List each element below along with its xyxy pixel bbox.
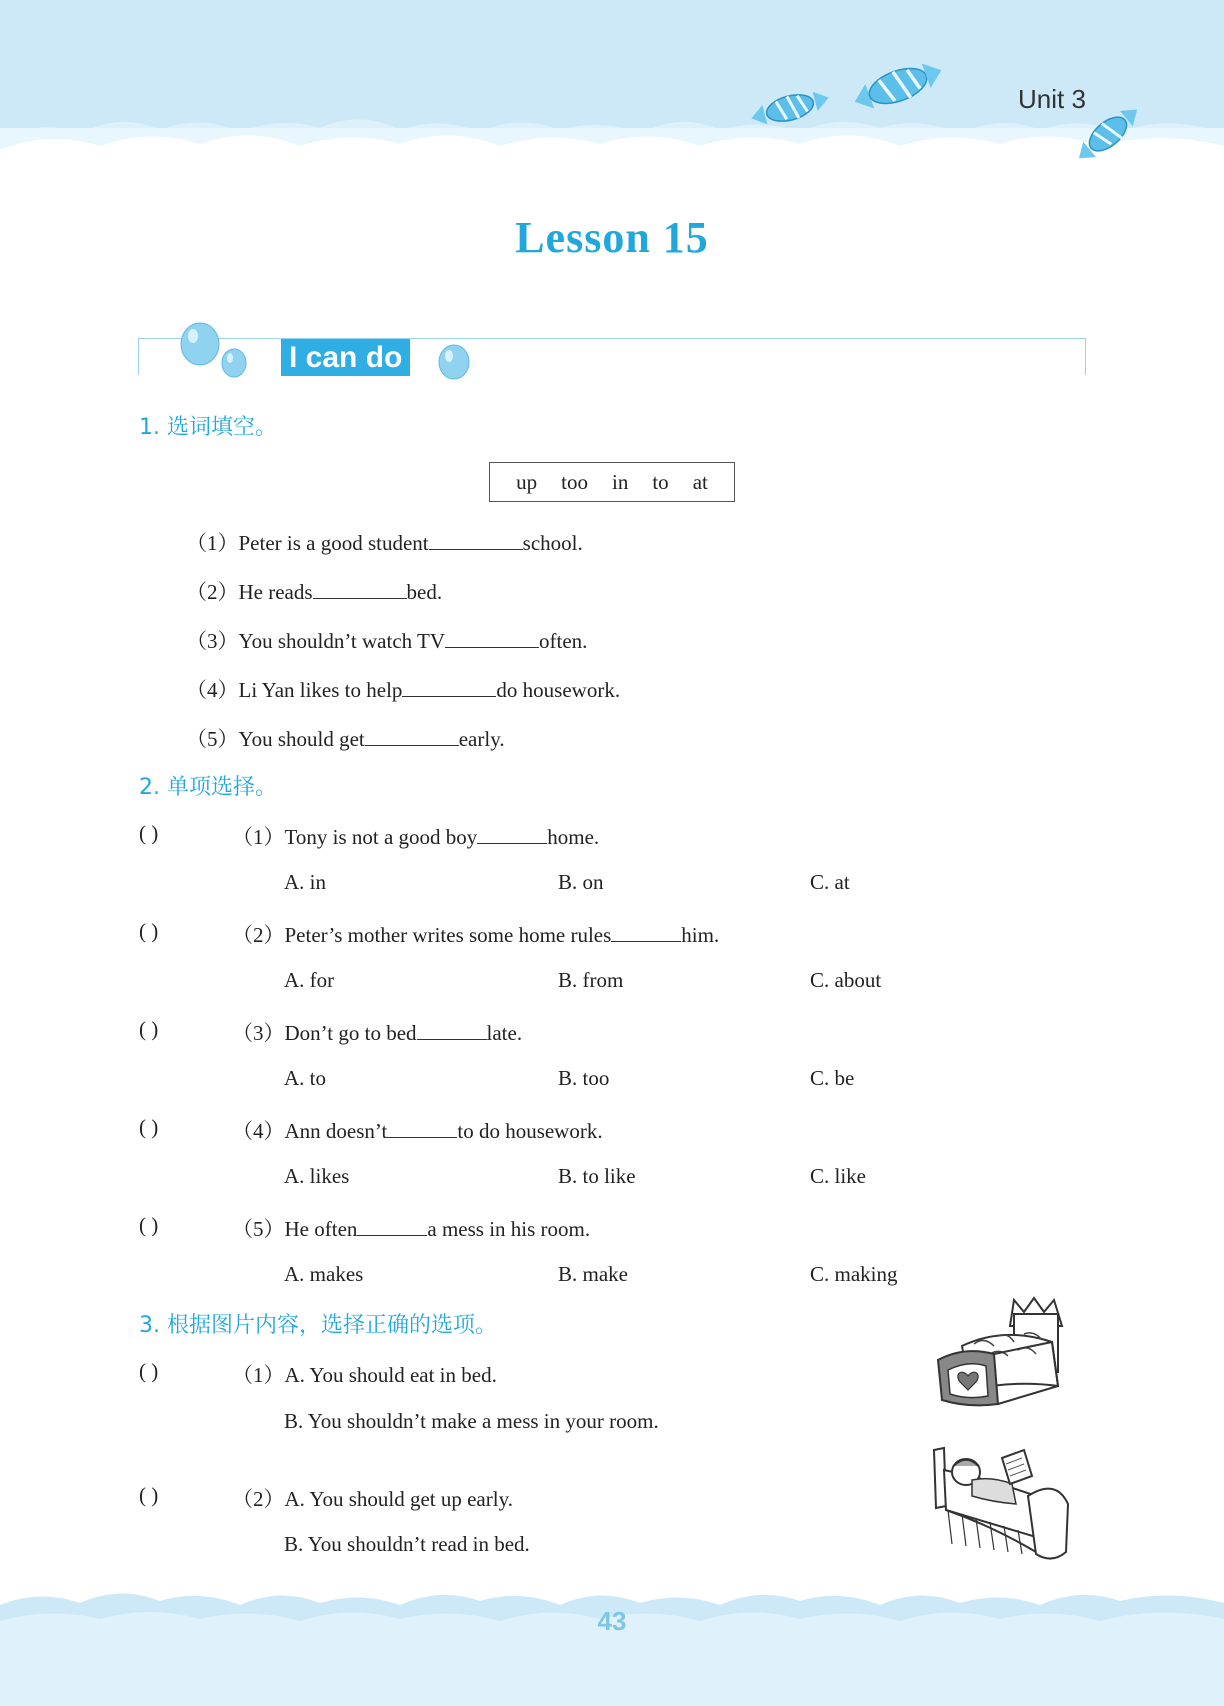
q2-item-2 [232, 919, 719, 949]
q3-item-1 [232, 1359, 497, 1389]
answer-blank[interactable] [402, 679, 496, 697]
option-c[interactable]: C. making [810, 1262, 898, 1286]
item-text: home. [547, 825, 600, 849]
option-c[interactable]: C. about [810, 968, 882, 992]
item-number: （5） [232, 1217, 285, 1241]
q1-item-5 [186, 723, 505, 753]
item-number: （1） [232, 825, 285, 849]
item-text: late. [486, 1021, 523, 1045]
word-bank-item: at [692, 469, 708, 494]
word-bank-item: to [652, 469, 669, 494]
question-1-heading: 1. 选词填空。 [139, 415, 277, 440]
answer-paren[interactable]: ( ) [139, 1359, 159, 1383]
q2-item-4 [232, 1115, 603, 1145]
reading-in-bed-illustration [932, 1440, 1072, 1568]
item-text: You shouldn’t watch TV [238, 629, 446, 653]
item-number: （4） [186, 678, 239, 702]
balloon-icon [178, 318, 268, 386]
item-number: （1） [186, 531, 239, 555]
answer-blank[interactable] [313, 581, 407, 599]
option-a[interactable]: A. in [284, 870, 326, 894]
answer-paren[interactable]: ( ) [139, 1483, 159, 1507]
word-bank-item: up [516, 469, 538, 494]
item-number: （2） [186, 580, 239, 604]
item-text: often. [539, 629, 588, 653]
item-text: a mess in his room. [427, 1217, 591, 1241]
option-a[interactable]: A. to [284, 1066, 326, 1090]
item-text: him. [681, 923, 720, 947]
q2-item-1 [232, 821, 599, 851]
q3-item-2 [232, 1483, 513, 1513]
item-text: Peter is a good student [238, 531, 429, 555]
item-text: He reads [238, 580, 313, 604]
option-a[interactable]: A. makes [284, 1262, 364, 1286]
messy-bed-illustration [934, 1296, 1070, 1414]
q1-item-2 [186, 576, 442, 606]
item-text: bed. [406, 580, 443, 604]
item-number: （4） [232, 1119, 285, 1143]
option-a[interactable]: A. likes [284, 1164, 350, 1188]
balloon-icon [436, 344, 472, 384]
answer-paren[interactable]: ( ) [139, 1213, 159, 1237]
page-number: 43 [597, 1606, 627, 1636]
option-b[interactable]: B. too [558, 1066, 610, 1090]
item-text: school. [522, 531, 583, 555]
item-number: （3） [232, 1021, 285, 1045]
answer-paren[interactable]: ( ) [139, 1017, 159, 1041]
answer-blank [477, 826, 547, 844]
item-number: （2） [232, 1487, 285, 1511]
word-bank [489, 462, 735, 502]
item-number: （5） [186, 727, 239, 751]
option-b[interactable]: B. on [558, 870, 604, 894]
answer-blank[interactable] [429, 532, 523, 550]
item-text: do housework. [496, 678, 621, 702]
item-text: You should get [238, 727, 365, 751]
option-b[interactable]: B. You shouldn’t read in bed. [284, 1532, 530, 1556]
answer-blank [611, 924, 681, 942]
item-number: （2） [232, 923, 285, 947]
answer-blank [387, 1120, 457, 1138]
option-a[interactable]: A. You should eat in bed. [284, 1363, 497, 1387]
section-label: I can do [281, 339, 410, 376]
question-3-heading: 3. 根据图片内容，选择正确的选项。 [139, 1313, 497, 1338]
q1-item-4 [186, 674, 620, 704]
answer-blank[interactable] [445, 630, 539, 648]
question-2-heading: 2. 单项选择。 [139, 775, 277, 800]
word-bank-item: in [612, 469, 629, 494]
item-number: （3） [186, 629, 239, 653]
item-number: （1） [232, 1363, 285, 1387]
item-text: to do housework. [457, 1119, 603, 1143]
item-text: Don’t go to bed [284, 1021, 417, 1045]
option-c[interactable]: C. at [810, 870, 850, 894]
answer-paren[interactable]: ( ) [139, 919, 159, 943]
answer-paren[interactable]: ( ) [139, 1115, 159, 1139]
option-c[interactable]: C. like [810, 1164, 866, 1188]
option-b[interactable]: B. You shouldn’t make a mess in your room. [284, 1409, 659, 1433]
answer-paren[interactable]: ( ) [139, 821, 159, 845]
option-b[interactable]: B. to like [558, 1164, 636, 1188]
q1-item-3 [186, 625, 587, 655]
item-text: Peter’s mother writes some home rules [284, 923, 612, 947]
item-text: Tony is not a good boy [284, 825, 478, 849]
option-a[interactable]: A. for [284, 968, 335, 992]
item-text: Li Yan likes to help [238, 678, 403, 702]
item-text: Ann doesn’t [284, 1119, 388, 1143]
q2-item-5 [232, 1213, 590, 1243]
lesson-title: Lesson 15 [515, 213, 709, 262]
q1-item-1 [186, 527, 583, 557]
item-text: early. [458, 727, 505, 751]
option-b[interactable]: B. from [558, 968, 624, 992]
option-b[interactable]: B. make [558, 1262, 628, 1286]
item-text: He often [284, 1217, 358, 1241]
option-c[interactable]: C. be [810, 1066, 855, 1090]
footer-wave-band [0, 1585, 1224, 1706]
q2-item-3 [232, 1017, 522, 1047]
word-bank-item: too [561, 469, 588, 494]
option-a[interactable]: A. You should get up early. [284, 1487, 513, 1511]
answer-blank [357, 1218, 427, 1236]
answer-blank [417, 1022, 487, 1040]
answer-blank[interactable] [365, 728, 459, 746]
unit-label: Unit 3 [1018, 84, 1086, 114]
